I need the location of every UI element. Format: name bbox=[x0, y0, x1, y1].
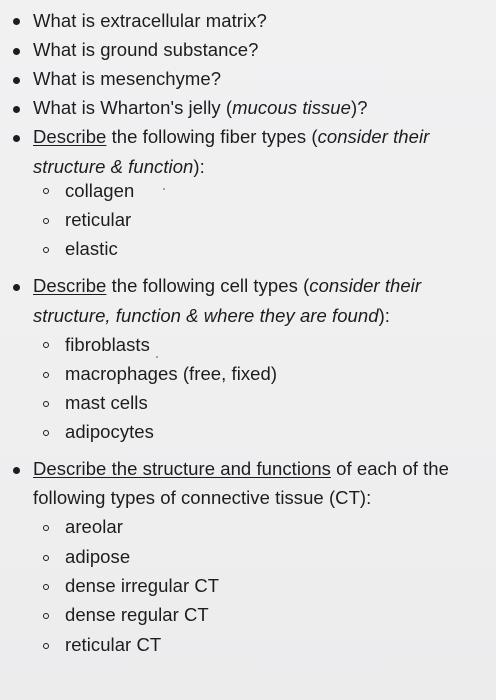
fiber-item: elastic bbox=[65, 238, 118, 259]
ct-item: adipose bbox=[65, 546, 131, 567]
question-ground-substance: What is ground substance? bbox=[33, 39, 259, 60]
describe-underlined: Describe bbox=[33, 275, 107, 296]
describe-underlined: Describe bbox=[33, 126, 107, 147]
fiber-heading-italic-1: consider their bbox=[317, 126, 430, 147]
sub-bullet bbox=[43, 188, 49, 194]
sub-bullet bbox=[43, 525, 49, 531]
sub-bullet bbox=[43, 613, 49, 619]
bullet bbox=[13, 77, 20, 84]
sub-bullet bbox=[43, 555, 49, 561]
q4-text-c: )? bbox=[350, 97, 368, 118]
sub-bullet bbox=[43, 218, 49, 224]
bullet bbox=[13, 48, 20, 55]
cell-types-heading bbox=[33, 274, 421, 298]
ct-item: areolar bbox=[65, 516, 123, 537]
cell-heading-italic-1: consider their bbox=[309, 275, 422, 296]
question-mesenchyme: What is mesenchyme? bbox=[33, 68, 222, 89]
speck bbox=[163, 188, 165, 190]
sub-bullet bbox=[43, 584, 49, 590]
cell-heading-rest: the following cell types ( bbox=[106, 275, 310, 296]
fiber-types-heading bbox=[33, 125, 429, 149]
ct-item: dense regular CT bbox=[65, 604, 209, 625]
sub-bullet bbox=[43, 643, 49, 649]
ct-heading bbox=[33, 457, 449, 481]
q4-text-a: What is Wharton's jelly ( bbox=[33, 97, 233, 118]
q4-italic: mucous tissue bbox=[232, 97, 351, 118]
bullet bbox=[13, 135, 20, 142]
bullet bbox=[13, 106, 20, 113]
cell-item: mast cells bbox=[65, 392, 148, 413]
fiber-heading-end: ): bbox=[193, 156, 205, 177]
ct-heading-cont: following types of connective tissue (CT): bbox=[33, 487, 372, 508]
cell-item: macrophages (free, fixed) bbox=[65, 363, 278, 384]
bullet bbox=[13, 284, 20, 291]
question-whartons-jelly bbox=[33, 96, 368, 120]
ct-heading-rest: of each of the bbox=[330, 458, 449, 479]
cell-item: adipocytes bbox=[65, 421, 154, 442]
sub-bullet bbox=[43, 247, 49, 253]
fiber-heading-italic-2: structure & function bbox=[33, 156, 194, 177]
cell-heading-italic-2: structure, function & where they are found bbox=[33, 305, 379, 326]
cell-heading-end: ): bbox=[378, 305, 390, 326]
fiber-types-heading-cont bbox=[33, 155, 205, 179]
ct-item: dense irregular CT bbox=[65, 575, 220, 596]
bullet bbox=[13, 467, 20, 474]
sub-bullet bbox=[43, 401, 49, 407]
ct-item: reticular CT bbox=[65, 634, 162, 655]
cell-item: fibroblasts bbox=[65, 334, 150, 355]
sub-bullet bbox=[43, 372, 49, 378]
question-extracellular-matrix: What is extracellular matrix? bbox=[33, 10, 267, 31]
fiber-heading-rest: the following fiber types ( bbox=[106, 126, 318, 147]
fiber-item: reticular bbox=[65, 209, 132, 230]
speck bbox=[156, 356, 158, 358]
cell-types-heading-cont bbox=[33, 304, 390, 328]
sub-bullet bbox=[43, 342, 49, 348]
fiber-item: collagen bbox=[65, 180, 135, 201]
bullet bbox=[13, 18, 20, 25]
describe-structure-underlined: Describe the structure and functions bbox=[33, 458, 331, 479]
sub-bullet bbox=[43, 430, 49, 436]
